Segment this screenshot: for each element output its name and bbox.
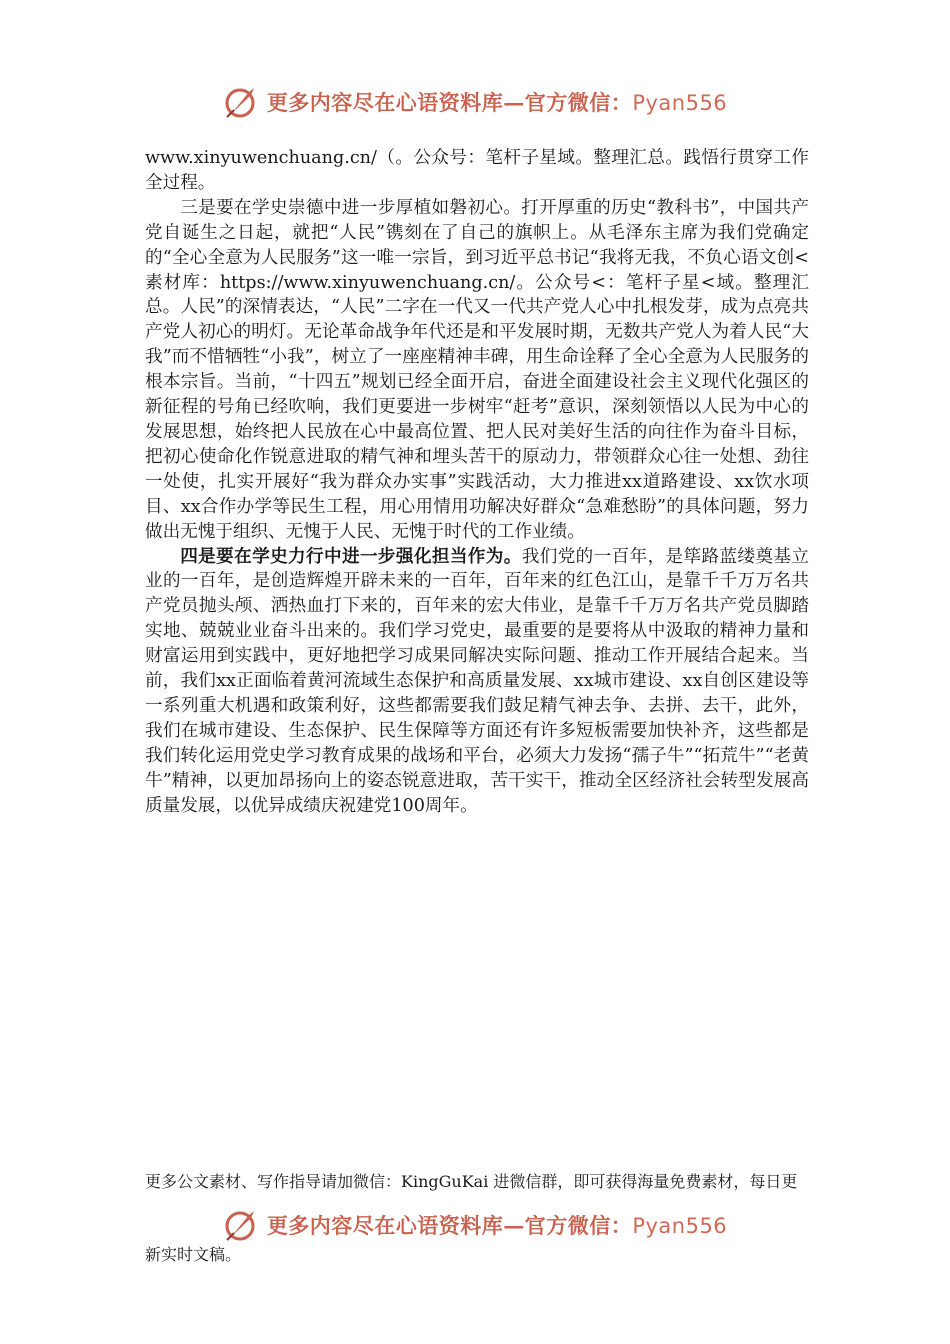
footer-banner-text: 更多内容尽在心语资料库—官方微信：Pyan556 <box>266 1213 728 1238</box>
paragraph-four <box>145 545 809 819</box>
header-banner <box>0 84 950 120</box>
footer-wechat-id: Pyan556 <box>632 1214 728 1238</box>
quill-logo-icon <box>223 84 259 120</box>
header-wechat-id: Pyan556 <box>632 91 728 115</box>
footer-note-line1: 更多公文素材、写作指导请加微信：KingGuKai 进微信群，即可获得海量免费素材，每日更 <box>145 1172 798 1191</box>
paragraph-four-heading: 四是要在学史力行中进一步强化担当作为。 <box>180 545 522 567</box>
footer-banner <box>0 1207 950 1243</box>
footer-note-line2: 新实时文稿。 <box>145 1245 242 1264</box>
paragraph-four-text: 我们党的一百年，是筚路蓝缕奠基立业的一百年，是创造辉煌开辟未来的一百年，百年来的红色江山，是靠千千万万名共产党员抛头颅、洒热血打下来的，百年来的宏大伟业，是靠千千万万名共产党员脚踏实地、兢兢业业奋斗出来的。我们学习党史，最重要的是要将从中汲取的精神力量和财富运用到实践中，更好地把学习成果同解决实际问题、推动工作开展结合起来。当前，我们xx正面临着黄河流域生态保护和高质量发展、xx城市建设、xx自创区建设等一系列重大机遇和政策利好，这些都需要我们鼓足精气神去争、去拼、去干，此外，我们在城市建设、生态保护、民生保障等方面还有许多短板需要加快补齐，这些都是我们转化运用党史学习教育成果的战场和平台，必须大力发扬“孺子牛”“拓荒牛”“老黄牛”精神，以更加昂扬向上的姿态锐意进取，苦干实干，推动全区经济社会转型发展高质量发展，以优异成绩庆祝建党100周年。 <box>145 546 809 816</box>
document-body <box>145 146 809 818</box>
paragraph-three: 三是要在学史崇德中进一步厚植如磐初心。打开厚重的历史“教科书”，中国共产党自诞生之日起，就把“人民”镌刻在了自己的旗帜上。从毛泽东主席为我们党确定的“全心全意为人民服务”这一唯一宗旨，到习近平总书记“我将无我，不负心语文创<素材库：https://www.xinyuwenchuang.cn/。公众号<：笔杆子星<域。整理汇总。人民”的深情表达，“人民”二字在一代又一代共产党人心中扎根发芽，成为点亮共产党人初心的明灯。无论革命战争年代还是和平发展时期，无数共产党人为着人民“大我”而不惜牺牲“小我”，树立了一座座精神丰碑，用生命诠释了全心全意为人民服务的根本宗旨。当前，“十四五”规划已经全面开启，奋进全面建设社会主义现代化强区的新征程的号角已经吹响，我们更要进一步树牢“赶考”意识，深刻领悟以人民为中心的发展思想，始终把人民放在心中最高位置、把人民对美好生活的向往作为奋斗目标，把初心使命化作锐意进取的精气神和埋头苦干的原动力，带领群众心往一处想、劲往一处使，扎实开展好“我为群众办实事”实践活动，大力推进xx道路建设、xx饮水项目、xx合作办学等民生工程，用心用情用功解决好群众“急难愁盼”的具体问题，努力做出无愧于组织、无愧于人民、无愧于时代的工作业绩。 <box>145 197 809 542</box>
paragraph-continuation: www.xinyuwenchuang.cn/（。公众号：笔杆子星域。整理汇总。践悟行贯穿工作全过程。 <box>145 148 809 193</box>
header-banner-text: 更多内容尽在心语资料库—官方微信：Pyan556 <box>266 90 728 115</box>
quill-logo-icon <box>223 1207 259 1243</box>
